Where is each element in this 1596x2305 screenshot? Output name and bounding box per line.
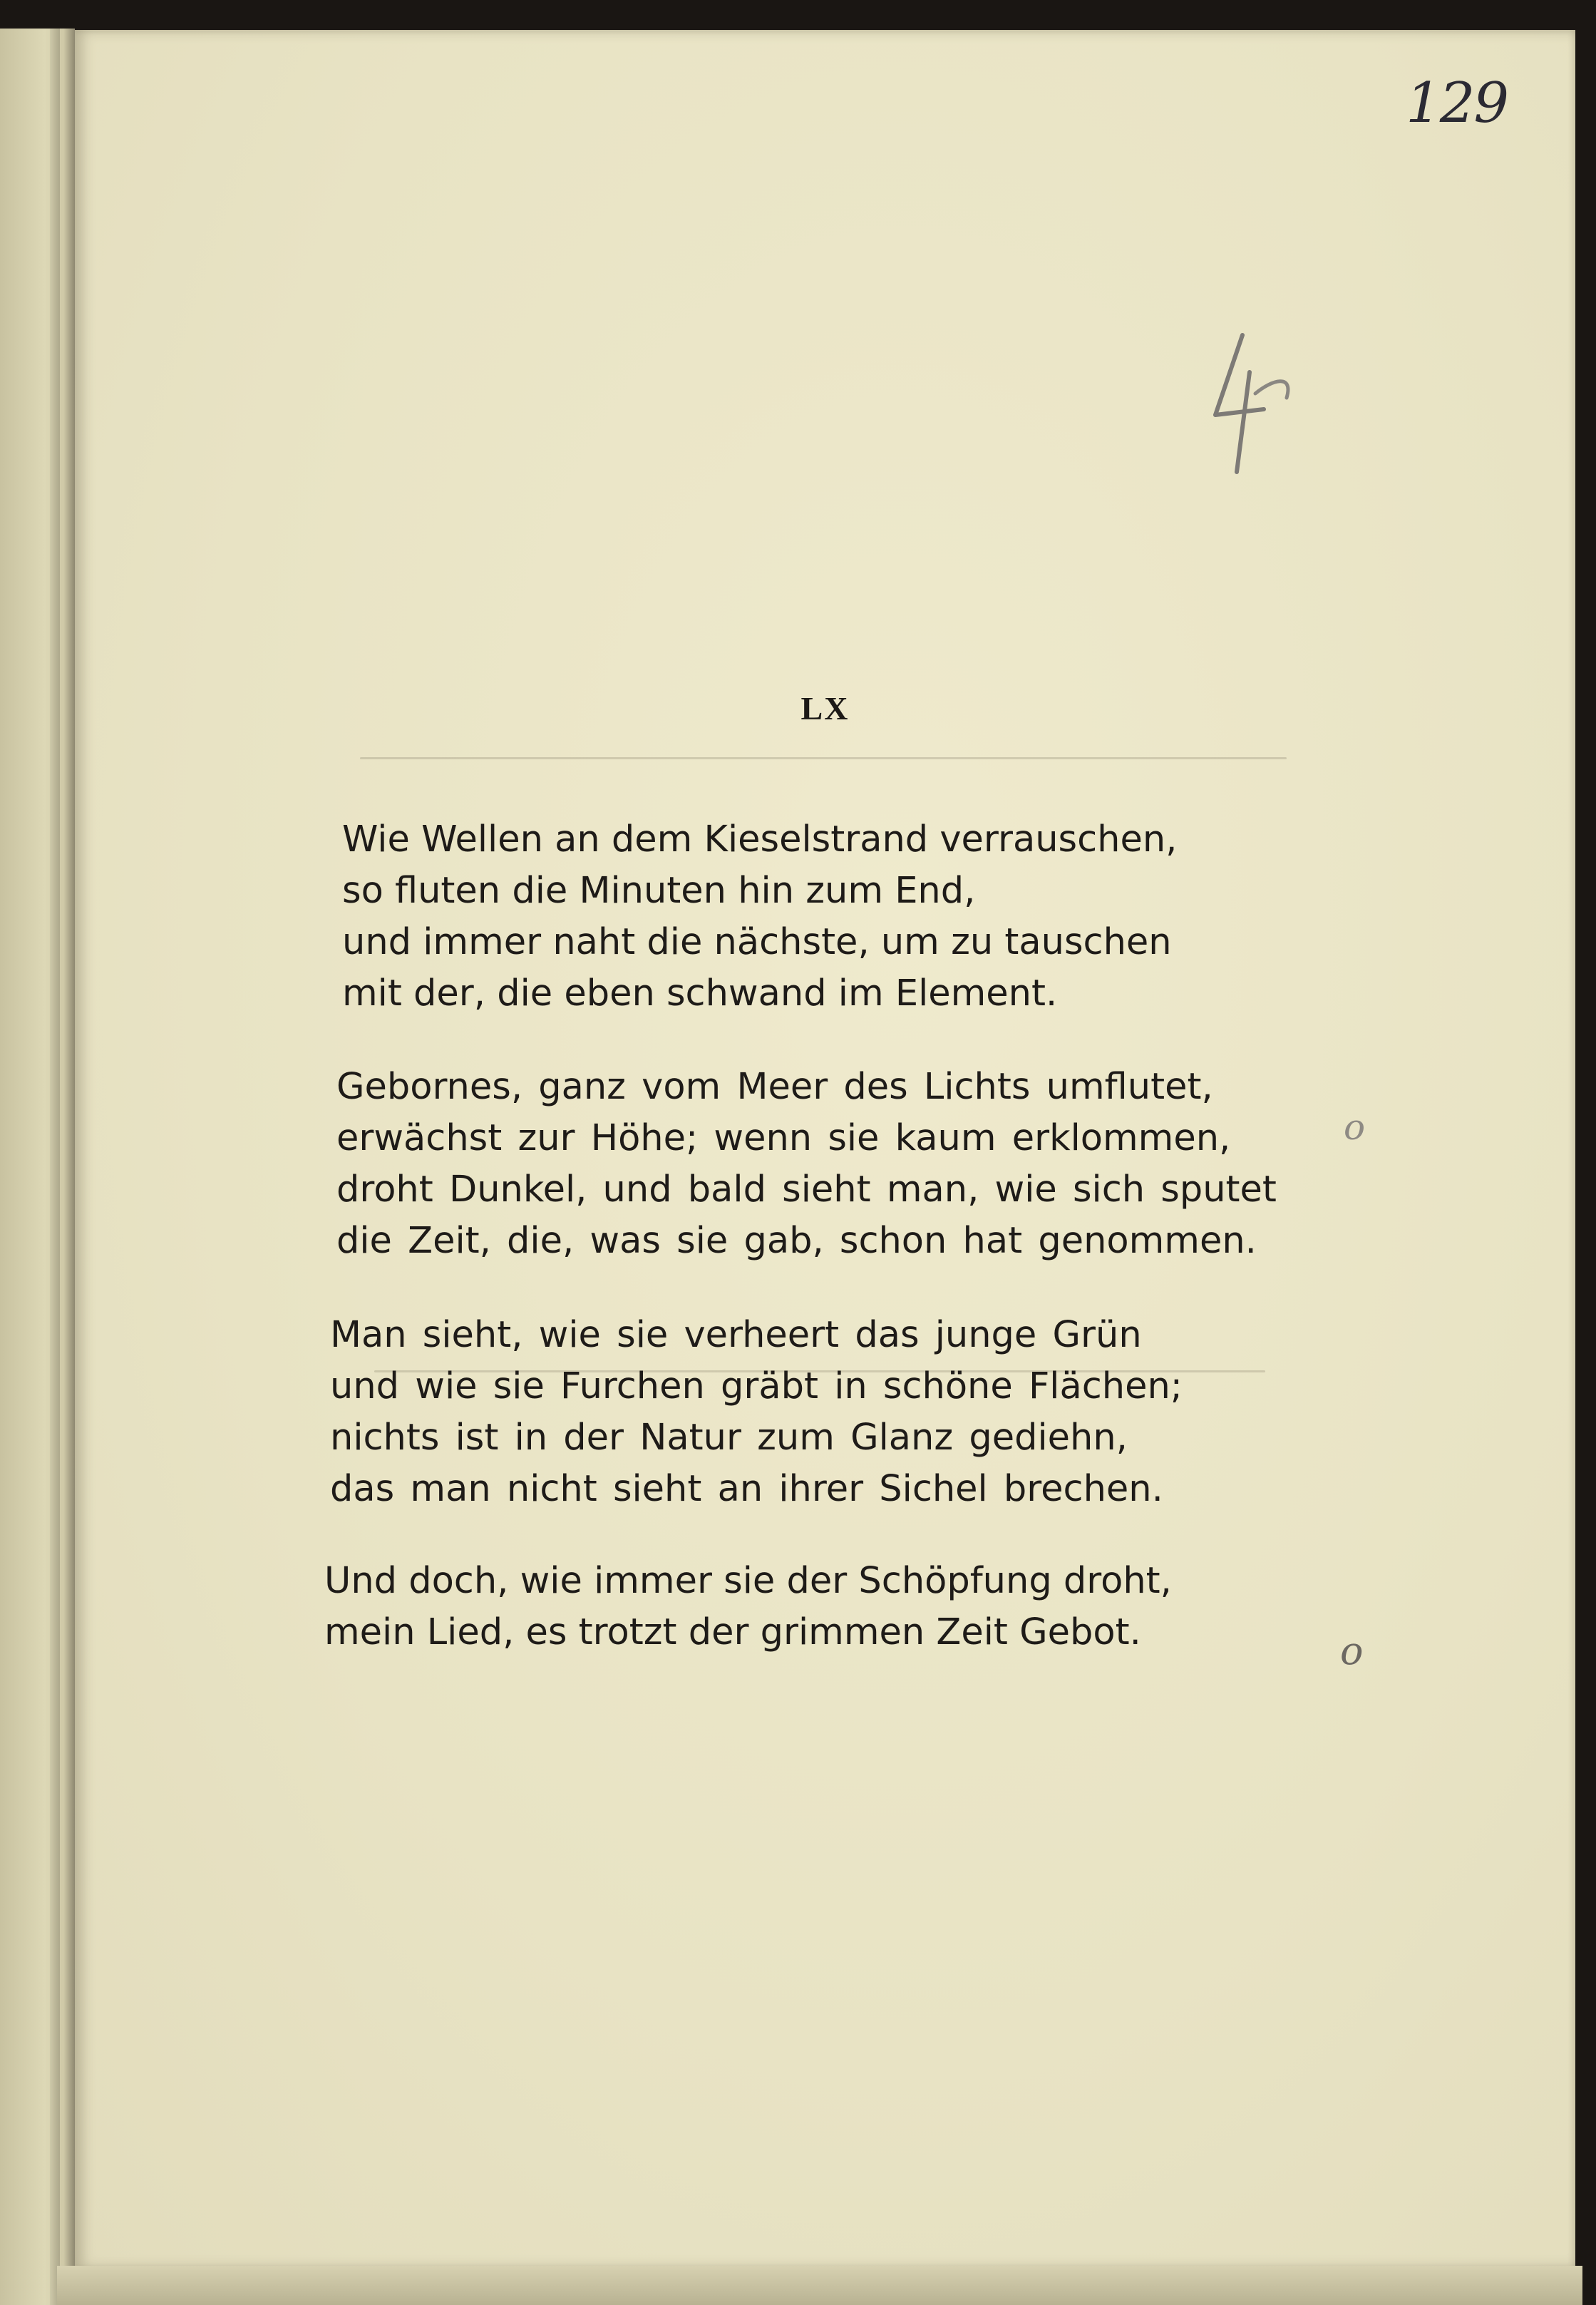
book-page [75, 30, 1575, 2269]
verse-line: Man sieht, wie sie verheert das junge Grün [330, 1314, 1142, 1356]
verse-line: so fluten die Minuten hin zum End, [342, 870, 976, 912]
stanza-4 [324, 1556, 1172, 1658]
verse-line: Und doch, wie immer sie der Schöpfung droht, [324, 1560, 1172, 1602]
page-stack-edge [57, 2266, 1582, 2305]
verse-line: die Zeit, die, was sie gab, schon hat genommen. [336, 1220, 1257, 1262]
verse-line: das man nicht sieht an ihrer Sichel brechen. [330, 1468, 1163, 1510]
page-number: 129 [1406, 71, 1508, 135]
verse-line: und immer naht die nächste, um zu tauschen [342, 921, 1172, 963]
verse-line: droht Dunkel, und bald sieht man, wie sich sputet [336, 1169, 1277, 1211]
stanza-3 [330, 1310, 1183, 1515]
verse-line: erwächst zur Höhe; wenn sie kaum erklommen, [336, 1117, 1231, 1159]
verse-line: Gebornes, ganz vom Meer des Lichts umflutet, [336, 1066, 1213, 1108]
pencil-mark-4 [1187, 329, 1308, 479]
poem-title: LX [800, 690, 850, 727]
stanza-1 [342, 814, 1177, 1020]
verse-line: Wie Wellen an dem Kieselstrand verrauschen, [342, 818, 1178, 861]
facing-page-edge [0, 29, 75, 2305]
margin-pencil-mark: o [1344, 1107, 1366, 1148]
margin-pencil-mark: o [1340, 1628, 1364, 1673]
show-through-text [360, 757, 1287, 759]
verse-line: mein Lied, es trotzt der grimmen Zeit Gebot. [324, 1611, 1141, 1653]
binding-shadow [50, 29, 60, 2305]
stanza-2 [336, 1062, 1277, 1267]
verse-line: mit der, die eben schwand im Element. [342, 972, 1058, 1015]
verse-line: nichts ist in der Natur zum Glanz gediehn, [330, 1417, 1128, 1459]
verse-line: und wie sie Furchen gräbt in schöne Flächen; [330, 1365, 1183, 1407]
